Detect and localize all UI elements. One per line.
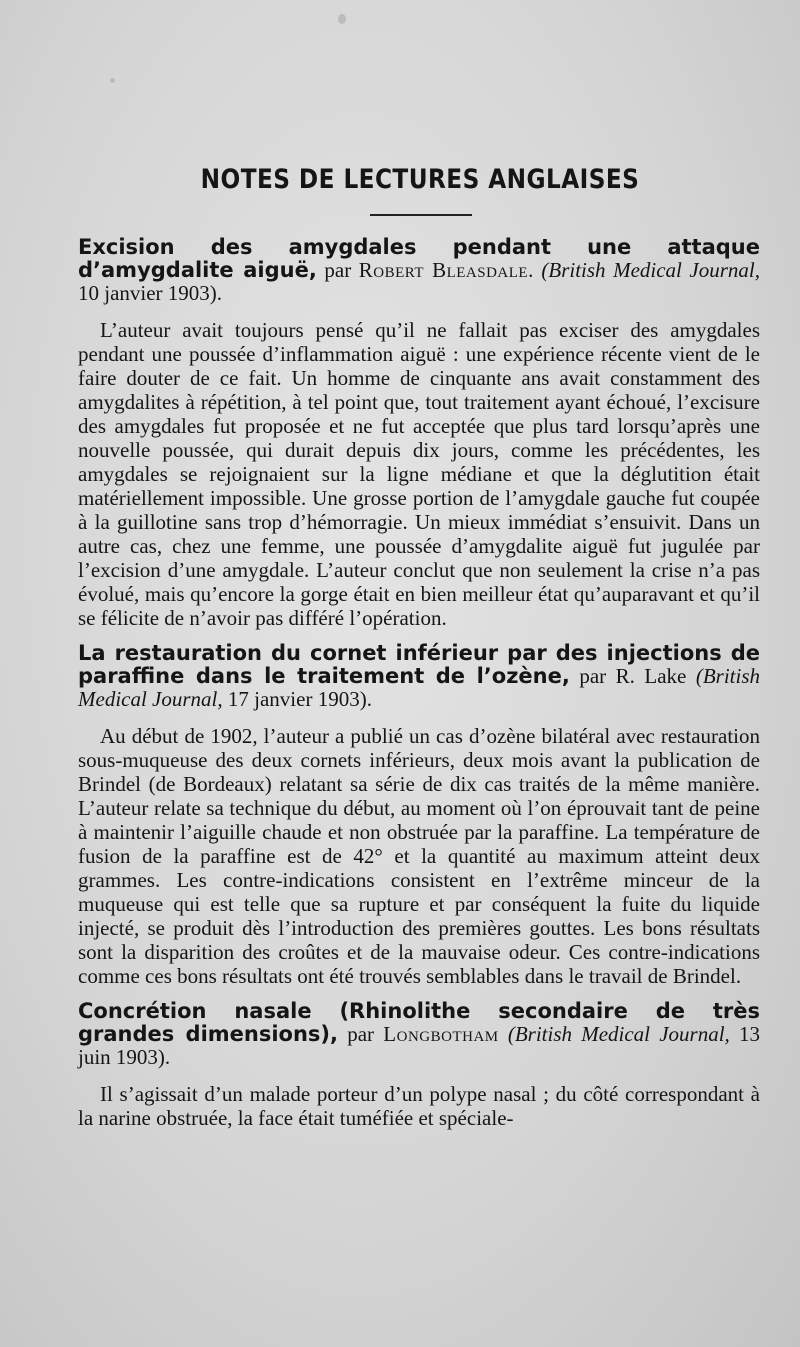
title-divider: [370, 214, 472, 216]
article-body: Au début de 1902, l’auteur a publié un cas d’ozène bilatéral avec restauration sous-muqueuse des deux cornets inférieurs, deux mois avant la publication de Brindel (de Bordeaux) relatant sa série de dix cas traités de la même manière. L’auteur relate sa technique du début, au moment où l’on éprouvait tant de peine à maintenir l’aiguille chaude et non obstruée par la paraffine. La température de fusion de la paraffine est de 42° et la quantité au maximum atteint deux grammes. Les contre-indications consistent en l’extrême minceur de la muqueuse qui est telle que sa rupture et par conséquent la fuite du liquide injecté, se produit dès l’introduction des premières gouttes. Les bons résultats sont la disparition des croûtes et de la mauvaise odeur. Ces contre-indications comme ces bons résultats ont été trouvés semblables dans le travail de Brindel.: [78, 724, 760, 988]
article-heading: [78, 642, 760, 711]
article-author: R. Lake: [615, 664, 687, 688]
article-by: par: [347, 1022, 375, 1046]
page-title: NOTES DE LECTURES ANGLAISES: [200, 164, 640, 195]
article-title: Concrétion nasale (Rhinolithe secondaire de très grandes dimensions),: [78, 999, 760, 1046]
article-2: [78, 642, 760, 988]
article-author: Longbotham: [383, 1022, 499, 1046]
article-heading: [78, 236, 760, 305]
article-body: Il s’agissait d’un malade porteur d’un polype nasal ; du côté correspondant à la narine obstruée, la face était tuméfiée et spéciale-: [78, 1082, 760, 1130]
article-date: 10 janvier 1903).: [78, 281, 223, 305]
article-1: [78, 236, 760, 630]
article-by: par: [324, 258, 352, 282]
article-body: L’auteur avait toujours pensé qu’il ne fallait pas exciser des amygdales pendant une poussée d’inflammation aiguë : une expérience récente vient de le faire douter de ce fait. Un homme de cinquante ans avait constamment des amygdalites à répétition, à tel point que, tout traitement ayant échoué, l’excisure des amygdales fut proposée et ne fut acceptée que plus tard lorsqu’après une nouvelle poussée, qui durait depuis dix jours, comme les précédentes, les amygdales se rejoignaient sur la ligne médiane et que la déglutition était matériellement impossible. Une grosse portion de l’amygdale gauche fut coupée à la guillotine sans trop d’hémorragie. Un mieux immédiat s’ensuivit. Dans un autre cas, chez une femme, une poussée d’amygdalite aiguë fut jugulée par l’excision d’une amygdale. L’auteur conclut que non seulement la crise n’a pas évolué, mais qu’encore la gorge était en bien meilleur état qu’auparavant et qu’il se félicite de n’avoir pas différé l’opération.: [78, 318, 760, 630]
article-date: 13 juin 1903).: [78, 1022, 761, 1069]
article-list: [78, 236, 760, 1142]
article-3: [78, 1000, 760, 1130]
article-author: Robert Bleasdale.: [358, 258, 534, 282]
paper-stain: [338, 14, 346, 24]
article-date: 17 janvier 1903).: [227, 687, 372, 711]
article-title: Excision des amygdales pendant une attaque d’amygdalite aiguë,: [78, 235, 760, 282]
article-by: par: [579, 664, 607, 688]
article-heading: [78, 1000, 760, 1069]
article-source: (British Medical Journal,: [78, 664, 760, 711]
article-title: La restauration du cornet inférieur par des injections de paraffine dans le traitement de l’ozène,: [78, 641, 760, 688]
article-source: (British Medical Journal,: [541, 258, 761, 282]
article-source: (British Medical Journal,: [507, 1022, 730, 1046]
paper-stain: [110, 78, 115, 83]
